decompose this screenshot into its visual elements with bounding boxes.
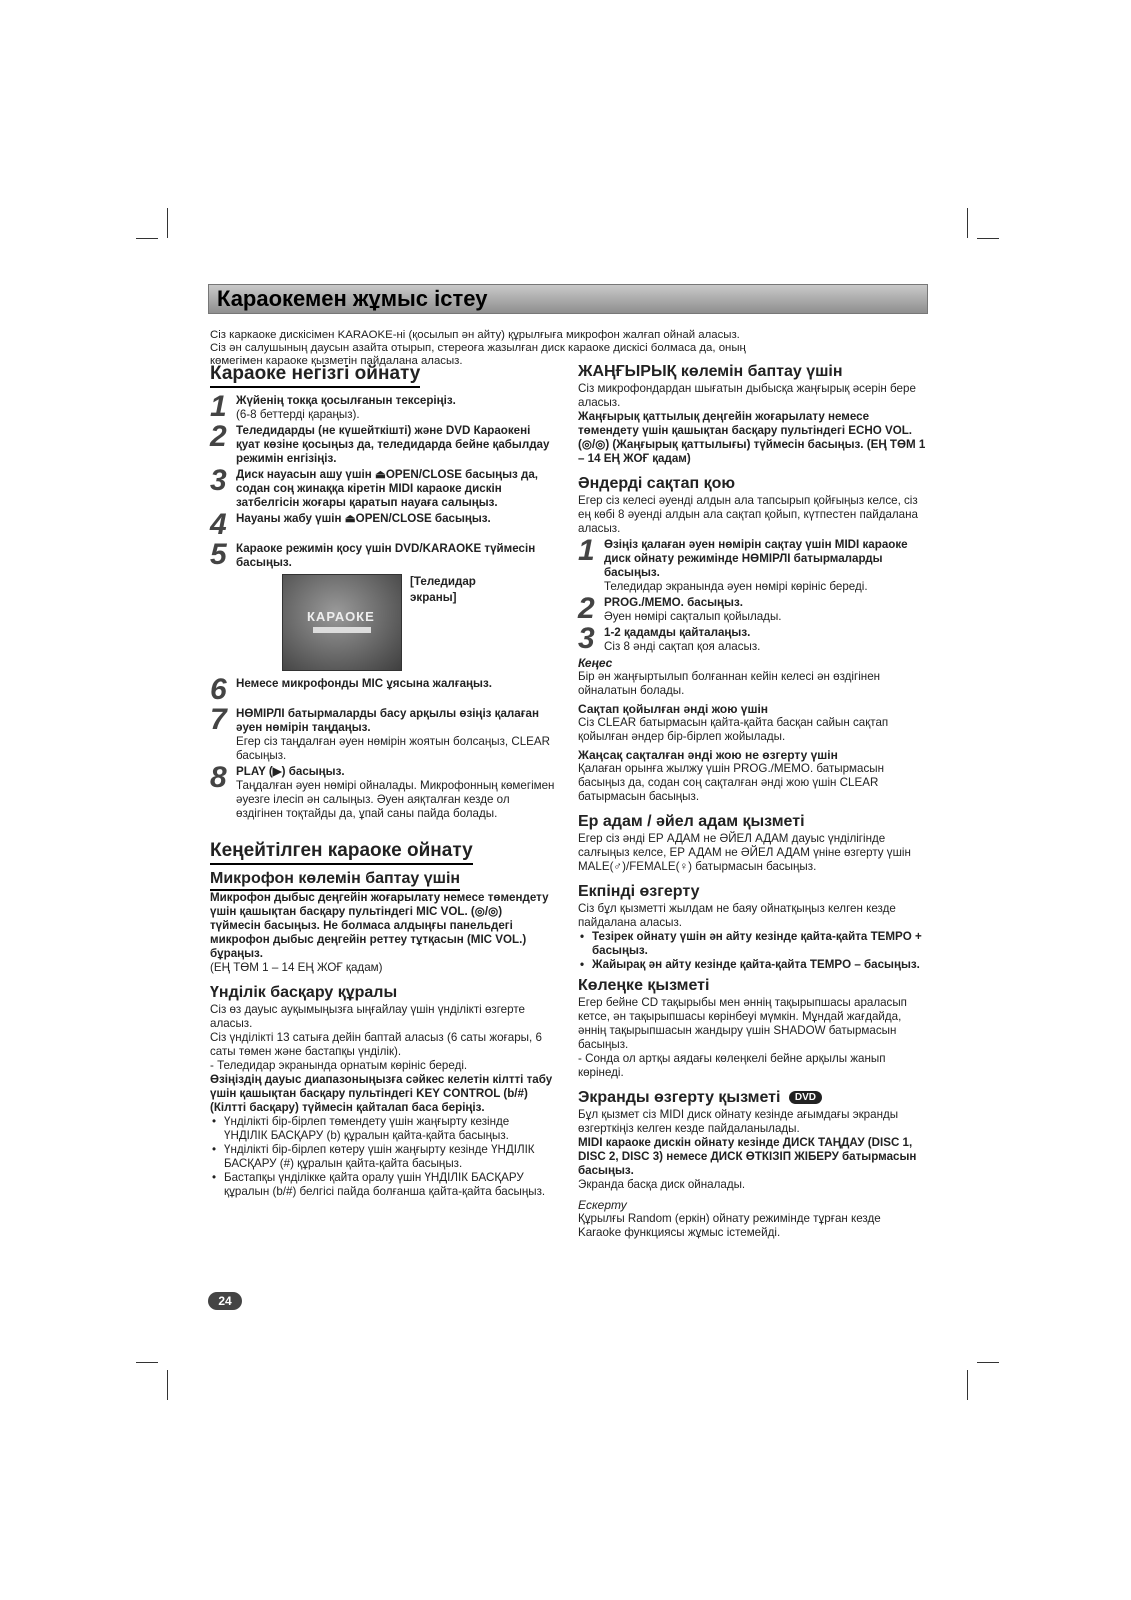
- crop-mark: [977, 1362, 999, 1363]
- tv-screen-caption: [410, 574, 476, 606]
- list-item: • Үнділікті бір-бірлеп төмендету үшін жаңғырту кезінде ҮНДІЛІК БАСҚАРУ (b) құралын қайта-қайта басыңыз.: [212, 1115, 510, 1142]
- subsection-title-echo: ЖАҢҒЫРЫҚ көлемін баптау үшін: [578, 363, 843, 380]
- list-item-text: Үнділікті бір-бірлеп төмендету үшін жаңғырту кезінде ҮНДІЛІК БАСҚАРУ (b) құралын қайта-қайта басыңыз.: [224, 1115, 510, 1142]
- step-1: [210, 390, 555, 423]
- subsection-title-delete: Сақтап қойылған әнді жою үшін: [578, 702, 769, 716]
- step-4: [210, 508, 555, 541]
- step-number: 2: [210, 420, 227, 453]
- list-item-text: Бастапқы үнділікке қайта оралу үшін ҮНДІЛІК БАСҚАРУ құралын (b/#) белгісі пайда болғанша қайта-қайта басыңыз.: [224, 1171, 546, 1198]
- key-instruction: Өзіңіздің дауыс диапазоныңызға сәйкес келетін кілтті табу үшін қашықтан басқару пультіндегі KEY CONTROL (b/#) (Кілтті басқару) түймесін қайталап баса беріңіз.: [210, 1073, 553, 1114]
- intro-line: Сіз ән салушының даусын азайта отырып, стереоға жазылған диск караоке дискісі болмаса да, оның: [210, 342, 746, 354]
- step-instruction: Теледидарды (не күшейткішті) және DVD Караокені қуат көзіне қосыңыз да, теледидарда бейне қабылдау режимін енгізіңіз.: [236, 424, 550, 465]
- crop-mark: [136, 238, 158, 239]
- step-instruction: Өзіңіз қалаған әуен нөмірін сақтау үшін MIDI караоке диск ойнату режимінде НӨМІРЛІ батырмаларды басыңыз.: [604, 538, 908, 579]
- crop-mark: [167, 208, 168, 238]
- subsection-title-mic: Микрофон көлемін баптау үшін: [210, 869, 460, 891]
- subsection-title-change: Жаңсақ сақталған әнді жою не өзгерту үшін: [578, 748, 838, 762]
- note-text: Құрылғы Random (еркін) ойнату режимінде тұрған кезде Karaoke функциясы жұмыс істемейді.: [578, 1212, 881, 1239]
- step-number: 1: [210, 390, 227, 423]
- subsection-title-shadow: Көлеңке қызметі: [578, 977, 710, 994]
- step-note: (6-8 беттерді қараңыз).: [236, 408, 360, 421]
- shadow-text: Егер бейне CD тақырыбы мен әннің тақырыпшасы араласып кетсе, ән тақырыпшасы көрінбеуі мүмкін. Мұндай жағдайда, әннің тақырыпшасын жандыру үшін SHADOW батырмасын басыңыз.: [578, 996, 907, 1051]
- list-item: • Тезірек ойнату үшін ән айту кезінде қайта-қайта TEMPO + басыңыз.: [580, 930, 922, 957]
- page-number: 24: [208, 1292, 242, 1310]
- mic-range: (ЕҢ ТӨМ 1 – 14 ЕҢ ЖОҒ қадам): [210, 961, 383, 974]
- screen-text: Бұл қызмет сіз MIDI диск ойнату кезінде ағымдағы экранды өзгерткіңіз келген кезде пайдаланылады.: [578, 1108, 899, 1135]
- step-note: Таңдалған әуен нөмірі ойналады. Микрофонның көмегімен әуезге ілесіп ән салыңыз. Әуен аяқталған кезде ол өздігінен тоқтайды да, ұпай саны пайда болады.: [236, 779, 555, 820]
- intro-line: Сіз каркаоке дискісімен KARAOKE-ні (қосылып ән айту) құрылғыға микрофон жалғап ойнай аласыз.: [210, 329, 740, 341]
- step-instruction: PROG./MEMO. басыңыз.: [604, 596, 743, 609]
- subsection-title-key: Үнділік басқару құралы: [210, 984, 398, 1001]
- karaoke-logo: КАРАОКЕ: [307, 609, 375, 624]
- step-number: 6: [210, 673, 227, 706]
- subsection-title-screen: Экранды өзгерту қызметі: [578, 1089, 781, 1106]
- reserve-step-2: [578, 592, 926, 625]
- list-item: • Үнділікті бір-бірлеп көтеру үшін жаңғырту кезінде ҮНДІЛІК БАСҚАРУ (#) құралын қайта-қайта басыңыз.: [212, 1143, 535, 1170]
- step-note: Егер сіз таңдалған әуен нөмірін жоятын болсаңыз, CLEAR басыңыз.: [236, 735, 551, 762]
- step-6: [210, 673, 555, 706]
- section-title-basic: Караоке негізгі ойнату: [210, 362, 420, 388]
- step-instruction: НӨМІРЛІ батырмаларды басу арқылы өзіңіз қалаған әуен нөмірін таңдаңыз.: [236, 707, 539, 734]
- karaoke-logo-subbar: [313, 627, 371, 633]
- subsection-title-reserve: Әндерді сақтап қою: [578, 475, 736, 492]
- karaoke-screen-image: [282, 574, 402, 671]
- list-item: • Бастапқы үнділікке қайта оралу үшін ҮНДІЛІК БАСҚАРУ құралын (b/#) белгісі пайда болғанша қайта-қайта басыңыз.: [212, 1171, 546, 1198]
- step-instruction: Диск науасын ашу үшін ⏏OPEN/CLOSE басыңыз да, содан соң жинаққа кіретін MIDI караоке дискін затбелгісін жоғары қаратып науаға салыңыз.: [236, 468, 539, 509]
- crop-mark: [977, 238, 999, 239]
- step-instruction: PLAY (▶) басыңыз.: [236, 765, 345, 778]
- subsection-title-screen-row: [578, 1088, 926, 1108]
- step-8: [210, 761, 555, 821]
- page-title-banner: [208, 284, 928, 314]
- echo-text: Сіз микрофондардан шығатын дыбысқа жаңғырық әсерін бере аласыз.: [578, 382, 916, 409]
- step-number: 2: [578, 592, 595, 625]
- list-item-text: Жайырақ ән айту кезінде қайта-қайта TEMPO – басыңыз.: [592, 958, 920, 971]
- reserve-step-3: [578, 622, 926, 655]
- key-text: Сіз үнділікті 13 сатыға дейін баптай аласыз (6 саты жоғары, 6 саты төмен және бастапқы үнділік).: [210, 1031, 542, 1058]
- subsection-title-gender: Ер адам / әйел адам қызметі: [578, 813, 805, 830]
- step-number: 7: [210, 703, 227, 736]
- list-item: • Жайырақ ән айту кезінде қайта-қайта TEMPO – басыңыз.: [580, 958, 920, 971]
- crop-mark: [136, 1362, 158, 1363]
- tv-screen-illustration: [282, 574, 555, 671]
- tip-label: Кеңес: [578, 656, 613, 670]
- reserve-step-1: [578, 534, 926, 594]
- intro-line: көмегімен караоке қызметін пайдалана аласыз.: [210, 355, 463, 367]
- echo-instruction: Жаңғырық қаттылық деңгейін жоғарылату немесе төмендету үшін қашықтан басқару пультіндегі ECHO VOL. (◎/◎) (Жаңғырық қаттылығы) түймесін басыңыз. (ЕҢ ТӨМ 1 – 14 ЕҢ ЖОҒ қадам): [578, 410, 926, 465]
- step-instruction: Немесе микрофонды MIC ұясына жалғаңыз.: [236, 677, 492, 690]
- right-column: [578, 362, 926, 1240]
- dvd-badge: DVD: [789, 1091, 822, 1104]
- screen-instruction: MIDI караоке дискін ойнату кезінде ДИСК ТАҢДАУ (DISC 1, DISC 2, DISC 3) немесе ДИСК ӨТКІЗІП ЖІБЕРУ батырмасын басыңыз.: [578, 1136, 917, 1177]
- tv-caption-line: экраны]: [410, 591, 457, 604]
- crop-mark: [967, 208, 968, 238]
- step-number: 4: [210, 508, 227, 541]
- step-5: [210, 538, 555, 571]
- step-instruction: Жүйенің токқа қосылғанын тексеріңіз.: [236, 394, 456, 407]
- list-item-text: Тезірек ойнату үшін ән айту кезінде қайта-қайта TEMPO + басыңыз.: [592, 930, 922, 957]
- change-text: Қалаған орынға жылжу үшін PROG./MEMO. батырмасын басыңыз да, содан соң сақталған әнді жою үшін CLEAR батырмасын басыңыз.: [578, 762, 885, 803]
- list-item-text: Үнділікті бір-бірлеп көтеру үшін жаңғырту кезінде ҮНДІЛІК БАСҚАРУ (#) құралын қайта-қайта басыңыз.: [224, 1143, 535, 1170]
- shadow-text: - Сонда ол артқы аядағы көлеңкелі бейне арқылы жанып көрінеді.: [578, 1052, 886, 1079]
- step-note: Әуен нөмірі сақталып қойылады.: [604, 610, 782, 623]
- step-instruction: Караоке режимін қосу үшін DVD/KARAOKE түймесін басыңыз.: [236, 542, 536, 569]
- subsection-title-tempo: Екпінді өзгерту: [578, 883, 700, 900]
- step-instruction: Науаны жабу үшін ⏏OPEN/CLOSE басыңыз.: [236, 512, 491, 525]
- page-title: Караокемен жұмыс істеу: [217, 286, 488, 311]
- step-2: [210, 420, 555, 466]
- gender-text: Егер сіз әнді ЕР АДАМ не ӘЙЕЛ АДАМ дауыс үнділігінде салғыңыз келсе, ЕР АДАМ не ӘЙЕЛ АДАМ үніне өзгерту үшін MALE(♂)/FEMALE(♀) батырмасын басыңыз.: [578, 832, 911, 873]
- step-note: Сіз 8 әнді сақтап қоя аласыз.: [604, 640, 761, 653]
- note-label: Ескерту: [578, 1198, 627, 1212]
- step-number: 8: [210, 761, 227, 794]
- step-note: Теледидар экранында әуен нөмірі көрініс береді.: [604, 580, 868, 593]
- reserve-text: Егер сіз келесі әуенді алдын ала тапсырып қойғыңыз келсе, сіз ең көбі 8 әуенді алдын ала сақтап қойып, күтпестен пайдалана аласыз.: [578, 494, 918, 535]
- step-3: [210, 464, 555, 510]
- screen-text: Экранда басқа диск ойналады.: [578, 1178, 746, 1191]
- step-number: 3: [210, 464, 227, 497]
- mic-instruction: Микрофон дыбыс деңгейін жоғарылату немесе төмендету үшін қашықтан басқару пультіндегі MIC VOL. (◎/◎) түймесін басыңыз. Не болмаса алдыңғы панельдегі микрофон дыбыс деңгейін реттеу тұтқасын (MIC VOL.) бұраңыз.: [210, 891, 549, 960]
- crop-mark: [967, 1370, 968, 1400]
- section-title-advanced: Кеңейтілген караоке ойнату: [210, 839, 473, 865]
- step-number: 3: [578, 622, 595, 655]
- step-7: [210, 703, 555, 763]
- step-instruction: 1-2 қадамды қайталаңыз.: [604, 626, 751, 639]
- tv-caption-line: [Теледидар: [410, 575, 476, 588]
- tempo-text: Сіз бұл қызметті жылдам не баяу ойнатқыңыз келген кезде пайдалана аласыз.: [578, 902, 896, 929]
- step-number: 5: [210, 538, 227, 571]
- key-text: Сіз өз дауыс ауқымыңызға ыңғайлау үшін үнділікті өзгерте аласыз.: [210, 1003, 525, 1030]
- step-number: 1: [578, 534, 595, 567]
- crop-mark: [167, 1370, 168, 1400]
- tip-text: Бір ән жаңғыртылып болғаннан кейін келесі ән өздігінен ойналатын болады.: [578, 670, 881, 697]
- delete-text: Сіз CLEAR батырмасын қайта-қайта басқан сайын сақтап қойылған әндер бір-бірлеп жойылады.: [578, 716, 889, 743]
- left-column: [210, 362, 555, 1199]
- key-text: - Теледидар экранында орнатым көрініс береді.: [210, 1059, 468, 1072]
